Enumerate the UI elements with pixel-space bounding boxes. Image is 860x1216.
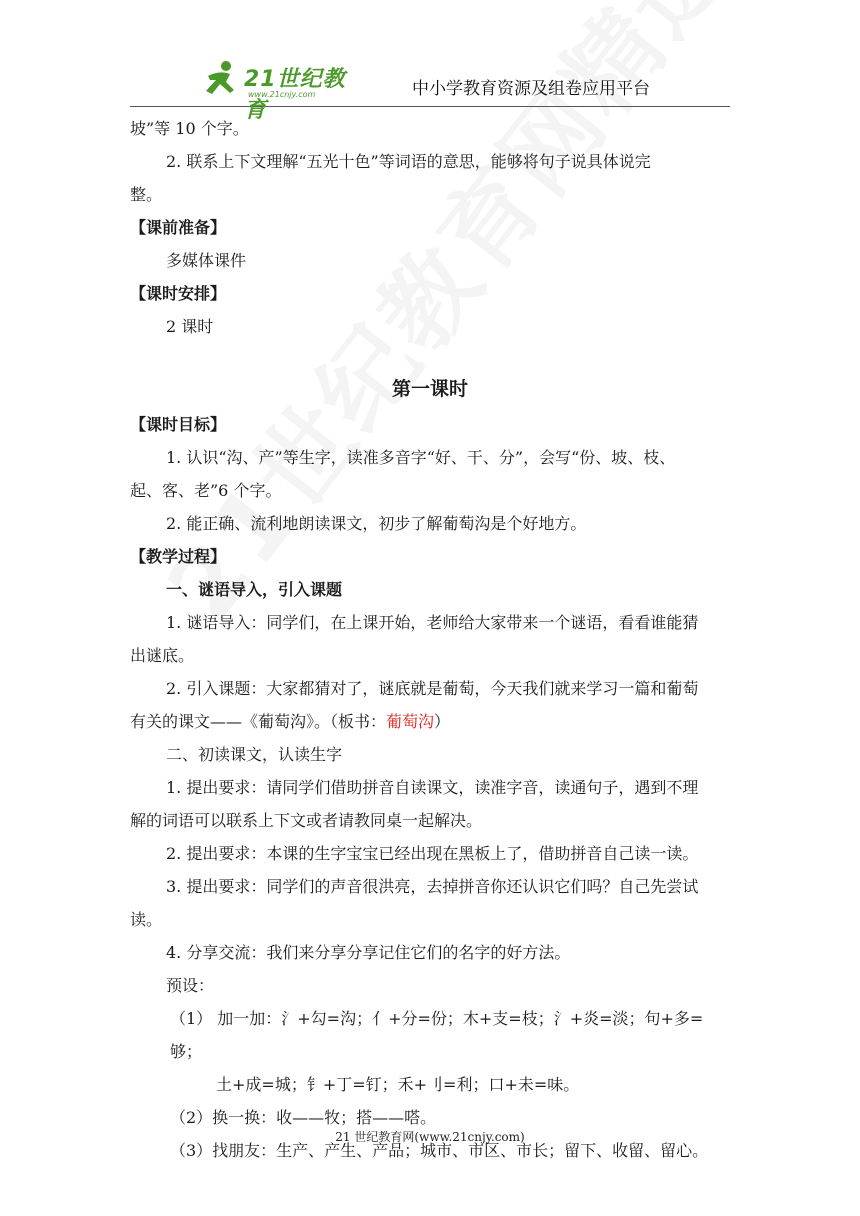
goal-1-cont: 起、客、老”6 个字。 (130, 481, 282, 500)
logo-url: www.21cnjy.com (248, 90, 316, 99)
preset-3: （3）找朋友：生产、产生、产品；城市、市区、市长；留下、收留、留心。 (170, 1141, 709, 1160)
step-2-end: ） (434, 712, 451, 731)
read-1: 1. 提出要求：请同学们借助拼音自读课文，读准字音，读通句子，遇到不理 (166, 778, 699, 797)
preset-1-cont: 土+成=城；钅+丁=钉；禾+刂=利；口+未=味。 (216, 1075, 580, 1094)
goal-1: 1. 认识“沟、产”等生字，读准多音字“好、干、分”，会写“份、坡、枝、 (166, 448, 676, 467)
goal-2: 2. 能正确、流利地朗读课文，初步了解葡萄沟是个好地方。 (166, 514, 587, 533)
read-4: 4. 分享交流：我们来分享分享记住它们的名字的好方法。 (166, 943, 571, 962)
goals-heading: 【课时目标】 (130, 415, 227, 434)
document-body (130, 112, 730, 1167)
read-1-cont: 解的词语可以联系上下文或者请教同桌一起解决。 (130, 811, 483, 830)
intro-goal-2: 2. 联系上下文理解“五光十色”等词语的意思，能够将句子说具体说完 (166, 152, 651, 171)
part2-heading: 二、初读课文，认读生字 (166, 745, 343, 764)
intro-goal-2-cont: 整。 (130, 185, 163, 204)
read-3: 3. 提出要求：同学们的声音很洪亮，去掉拼音你还认识它们吗？自己先尝试 (166, 877, 699, 896)
part1-heading: 一、谜语导入，引入课题 (166, 580, 343, 599)
board-writing: 葡萄沟 (386, 712, 435, 731)
logo-text: 21世纪教育 (244, 67, 346, 123)
read-3-cont: 读。 (130, 910, 163, 929)
schedule-text: 2 课时 (166, 317, 214, 336)
prep-text: 多媒体课件 (166, 251, 247, 270)
page-footer: 21 世纪教育网(www.21cnjy.com) (335, 1130, 525, 1144)
preset-label: 预设： (166, 976, 215, 995)
process-heading: 【教学过程】 (130, 547, 227, 566)
read-2: 2. 提出要求：本课的生字宝宝已经出现在黑板上了，借助拼音自己读一读。 (166, 844, 699, 863)
page-header (130, 54, 730, 123)
step-1: 1. 谜语导入：同学们，在上课开始，老师给大家带来一个谜语，看看谁能猜 (166, 613, 699, 632)
step-2: 2. 引入课题：大家都猜对了，谜底就是葡萄，今天我们就来学习一篇和葡萄 (166, 679, 699, 698)
lesson-title: 第一课时 (391, 378, 468, 400)
step-2-cont (130, 705, 730, 738)
preset-2: （2）换一换：收——牧；搭——嗒。 (170, 1108, 437, 1127)
prep-heading: 【课前准备】 (130, 218, 227, 237)
schedule-heading: 【课时安排】 (130, 284, 227, 303)
intro-line: 坡”等 10 个字。 (130, 119, 249, 138)
step-1-cont: 出谜底。 (130, 646, 195, 665)
preset-1: （1） 加一加：氵+勾=沟；亻+分=份；木+支=枝；氵+炎=淡；句+多=够； (170, 1009, 704, 1061)
platform-title: 中小学教育资源及组卷应用平台 (412, 79, 650, 99)
logo (200, 58, 360, 123)
step-2-text: 有关的课文——《葡萄沟》。（板书： (130, 712, 387, 731)
runner-logo-icon (200, 60, 242, 100)
